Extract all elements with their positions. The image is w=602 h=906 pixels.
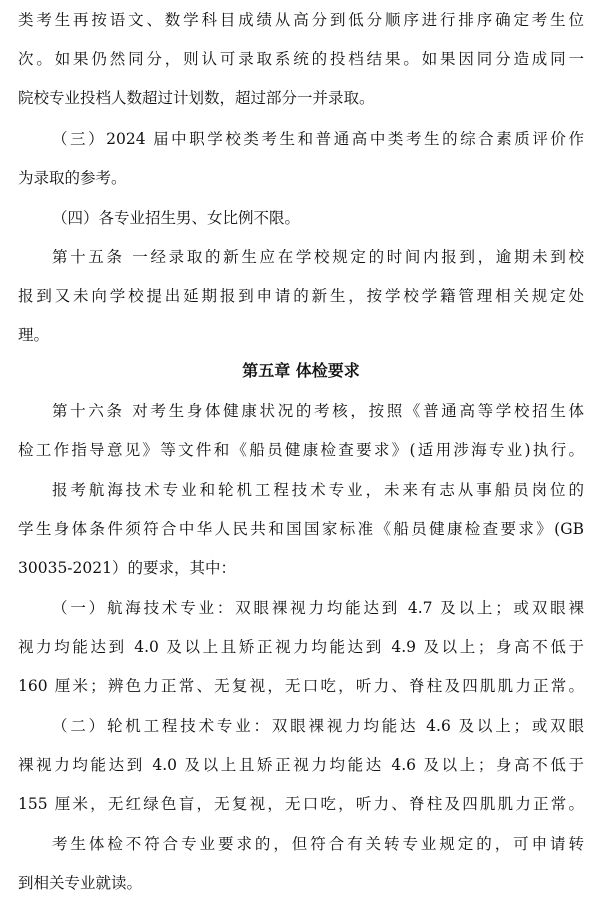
chapter-heading: 第五章 体检要求 <box>242 361 360 380</box>
paragraph-line: （四）各专业招生男、女比例不限。 <box>52 209 301 227</box>
paragraph-line: 到相关专业就读。 <box>18 874 143 892</box>
paragraph-line: （三）2024 届中职学校类考生和普通高中类考生的综合素质评价作 <box>52 130 584 148</box>
paragraph-line: 学生身体条件须符合中华人民共和国国家标准《船员健康检查要求》(GB <box>18 520 584 538</box>
paragraph-line: 30035-2021）的要求，其中： <box>18 559 236 577</box>
paragraph-line: 考生体检不符合专业要求的，但符合有关转专业规定的，可申请转 <box>52 835 584 853</box>
paragraph-line: 裸视力均能达到 4.0 及以上且矫正视力均能达 4.6 及以上；身高不低于 <box>18 756 584 774</box>
paragraph-line: 视力均能达到 4.0 及以上且矫正视力均能达到 4.9 及以上；身高不低于 <box>18 638 584 656</box>
paragraph-line: 160 厘米；辨色力正常、无复视，无口吃，听力、脊柱及四肌肌力正常。 <box>18 677 584 695</box>
paragraph-line: （二）轮机工程技术专业：双眼裸视力均能达 4.6 及以上；或双眼 <box>52 717 584 735</box>
paragraph-line: 检工作指导意见》等文件和《船员健康检查要求》(适用涉海专业)执行。 <box>18 441 584 459</box>
paragraph-line: 次。如果仍然同分，则认可录取系统的投档结果。如果因同分造成同一 <box>18 50 584 68</box>
paragraph-line: 第十六条 对考生身体健康状况的考核，按照《普通高等学校招生体 <box>52 402 584 420</box>
paragraph-line: 为录取的参考。 <box>18 169 127 187</box>
paragraph-line: 院校专业投档人数超过计划数，超过部分一并录取。 <box>18 89 375 107</box>
paragraph-line: 第十五条 一经录取的新生应在学校规定的时间内报到，逾期未到校 <box>52 248 584 266</box>
paragraph-line: 理。 <box>18 326 50 344</box>
paragraph-line: 155 厘米，无红绿色盲，无复视，无口吃，听力、脊柱及四肌肌力正常。 <box>18 795 584 813</box>
paragraph-line: 报到又未向学校提出延期报到申请的新生，按学校学籍管理相关规定处 <box>18 287 584 305</box>
paragraph-line: （一）航海技术专业：双眼裸视力均能达到 4.7 及以上；或双眼裸 <box>52 599 584 617</box>
paragraph-line: 类考生再按语文、数学科目成绩从高分到低分顺序进行排序确定考生位 <box>18 11 584 29</box>
paragraph-line: 报考航海技术专业和轮机工程技术专业，未来有志从事船员岗位的 <box>52 481 584 499</box>
